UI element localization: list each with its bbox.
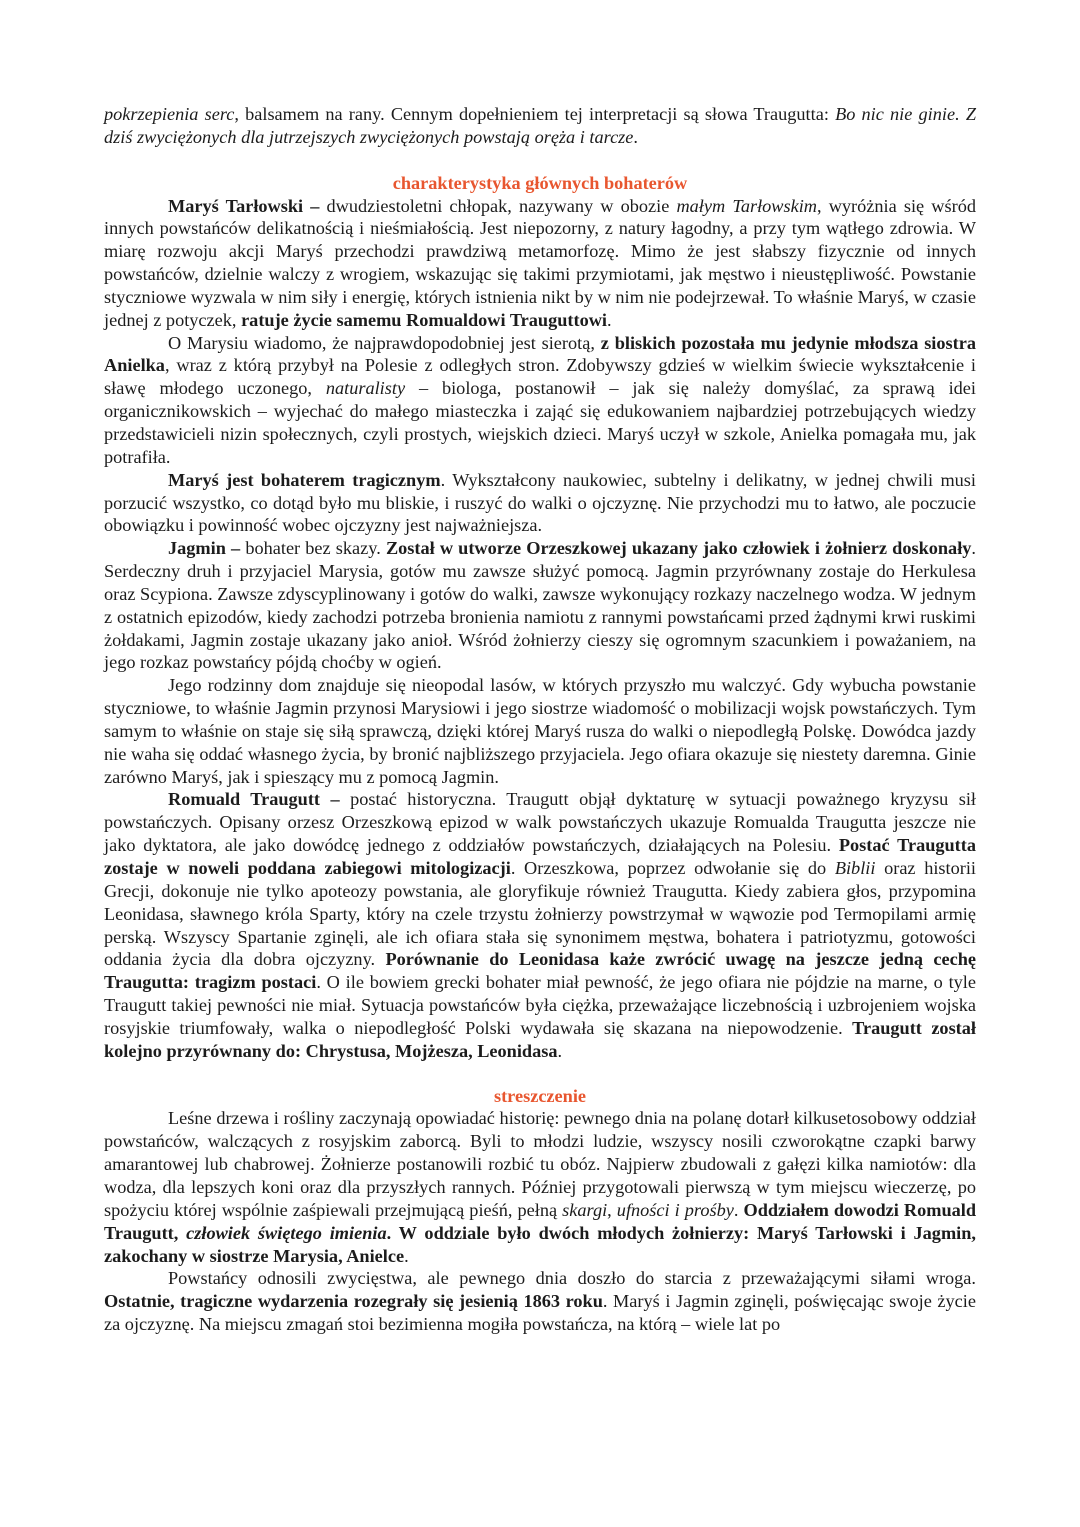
- section-heading-summary: streszczenie: [493, 1085, 587, 1106]
- paragraph-jagmin-intro: Jagmin – bohater bez skazy. Został w utworze Orzeszkowej ukazany jako człowiek i żołnierz doskonały. Serdeczny druh i przyjaciel Marysia, gotów mu zawsze służyć pomocą. Jagmin przyrównany zostaje do Herkulesa oraz Scypiona. Zawsze zdyscyplinowany i gotów do walki, zawsze wykonujący rozkazy naczelnego wodza. W jednym z ostatnich epizodów, kiedy zachodzi potrzeba bronienia namiotu z rannymi powstańcami przed żądnymi krwi ruskimi żołdakami, Jagmin zostaje ukazany jako anioł. Wśród żołnierzy cieszy się ogromnym szacunkiem i poważaniem, na jego rozkaz powstańcy pójdą choćby w ogień.: [104, 538, 976, 673]
- document-page: [104, 103, 976, 1336]
- paragraph-summary-battle: Powstańcy odnosili zwycięstwa, ale pewnego dnia doszło do starcia z przeważającymi siłami wroga. Ostatnie, tragiczne wydarzenia rozegrały się jesienią 1863 roku. Maryś i Jagmin zginęli, poświęcając swoje życie za ojczyznę. Na miejscu zmagań stoi bezimienna mogiła powstańcza, na którą – wiele lat po: [104, 1268, 976, 1335]
- paragraph-marys-background: O Marysiu wiadomo, że najprawdopodobniej jest sierotą, z bliskich pozostała mu jedynie młodsza siostra Anielka, wraz z którą przybył na Polesie z odległych stron. Zdobywszy gdzieś w wielkim świecie wykształcenie i sławę młodego uczonego, naturalisty – biologa, postanowił – jak się należy domyślać, za sprawą idei organicznikowskich – wyjechać do małego miasteczka i zająć się edukowaniem najbardziej potrzebujących wiedzy przedstawicieli nizin społecznych, czyli prostych, wiejskich dzieci. Maryś uczył w szkole, Anielka pomagała mu, jak potrafiła.: [104, 332, 976, 467]
- paragraph-marys-intro: Maryś Tarłowski – dwudziestoletni chłopak, nazywany w obozie małym Tarłowskim, wyróżnia się wśród innych powstańców delikatnością i nieśmiałością. Jest niepozorny, z natury łagodny, a przy tym wątłego zdrowia. W miarę rozwoju akcji Maryś przechodzi prawdziwą metamorfozę. Mimo że jest słabszy fizycznie od innych powstańców, dzielnie walczy z wrogiem, wskazując się takimi przymiotami, jak męstwo i nieustępliwość. Powstanie styczniowe wyzwala w nim siły i energię, których istnienia nikt by w nim nie podejrzewał. To właśnie Maryś, w czasie jednej z potyczek, ratuje życie samemu Romualdowi Trauguttowi.: [104, 195, 976, 330]
- paragraph-marys-tragic: Maryś jest bohaterem tragicznym. Wykształcony naukowiec, subtelny i delikatny, w jednej chwili musi porzucić wszystko, co dotąd było mu bliskie, i ruszyć do walki o ojczyznę. Nie przychodzi mu to łatwo, ale poczucie obowiązku i powinność wobec ojczyzny jest najważniejsza.: [104, 469, 976, 536]
- intro-paragraph: pokrzepienia serc, balsamem na rany. Cennym dopełnieniem tej interpretacji są słowa Traugutta: Bo nic nie ginie. Z dziś zwyciężonych dla jutrzejszych zwyciężonych powstają oręża i tarcze.: [104, 104, 976, 147]
- section-heading-characters: charakterystyka głównych bohaterów: [392, 172, 688, 193]
- paragraph-traugutt: Romuald Traugutt – postać historyczna. Traugutt objął dyktaturę w sytuacji poważnego kryzysu sił powstańczych. Opisany orzesz Orzeszkową epizod w walk powstańczych ukazuje Romualda Traugutta jeszcze nie jako dyktatora, ale jako dowódcę jednego z oddziałów powstańczych, działających na Polesiu. Postać Traugutta zostaje w noweli poddana zabiegowi mitologizacji. Orzeszkowa, poprzez odwołanie się do Biblii oraz historii Grecji, dokonuje nie tylko apoteozy powstania, ale gloryfikuje również Traugutta. Kiedy zabiera głos, przypomina Leonidasa, sławnego króla Sparty, który na czele trzystu żołnierzy powstrzymał w wąwozie pod Termopilami armię perską. Wszyscy Spartanie zginęli, ale ich ofiara stała się synonimem męstwa, bohatera i patriotyzmu, gotowości oddania życia dla dobra ojczyzny. Porównanie do Leonidasa każe zwrócić uwagę na jeszcze jedną cechę Traugutta: tragizm postaci. O ile bowiem grecki bohater miał pewność, że jego ofiara nie pójdzie na marne, o tyle Traugutt takiej pewności nie miał. Sytuacja powstańców była ciężka, przeważające liczebnością i uzbrojeniem wojska rosyjskie triumfowały, walka o niepodległość Polski wydawała się skazana na niepowodzenie. Traugutt został kolejno przyrównany do: Chrystusa, Mojżesza, Leonidasa.: [104, 789, 977, 1061]
- paragraph-jagmin-home: Jego rodzinny dom znajduje się nieopodal lasów, w których przyszło mu walczyć. Gdy wybucha powstanie styczniowe, to właśnie Jagmin przynosi Marysiowi i jego siostrze wiadomość o mobilizacji wojsk powstańczych. Tym samym to właśnie on staje się siłą sprawczą, dzięki której Maryś rusza do walki o niepodległą Polskę. Dowódca jazdy nie waha się oddać własnego życia, by bronić najbliższego przyjaciela. Jego ofiara okazuje się niestety daremna. Ginie zarówno Maryś, jak i spieszący mu z pomocą Jagmin.: [104, 675, 976, 787]
- paragraph-summary-camp: Leśne drzewa i rośliny zaczynają opowiadać historię: pewnego dnia na polanę dotarł kilkusetosobowy oddział powstańców, walczących z rosyjskim zaborcą. Byli to młodzi ludzie, wszyscy nosili czworokątne czapki barwy amarantowej lub chabrowej. Żołnierze postanowili rozbić tu obóz. Najpierw zbudowali z gałęzi kilka namiotów: dla wodza, dla lepszych koni oraz dla przyszłych rannych. Później przygotowali pierwszą w tym miejscu wieczerzę, po spożyciu której wspólnie zaśpiewali przejmującą pieśń, pełną skargi, ufności i prośby. Oddziałem dowodzi Romuald Traugutt, człowiek świętego imienia. W oddziale było dwóch młodych żołnierzy: Maryś Tarłowski i Jagmin, zakochany w siostrze Marysia, Anielce.: [104, 1108, 977, 1266]
